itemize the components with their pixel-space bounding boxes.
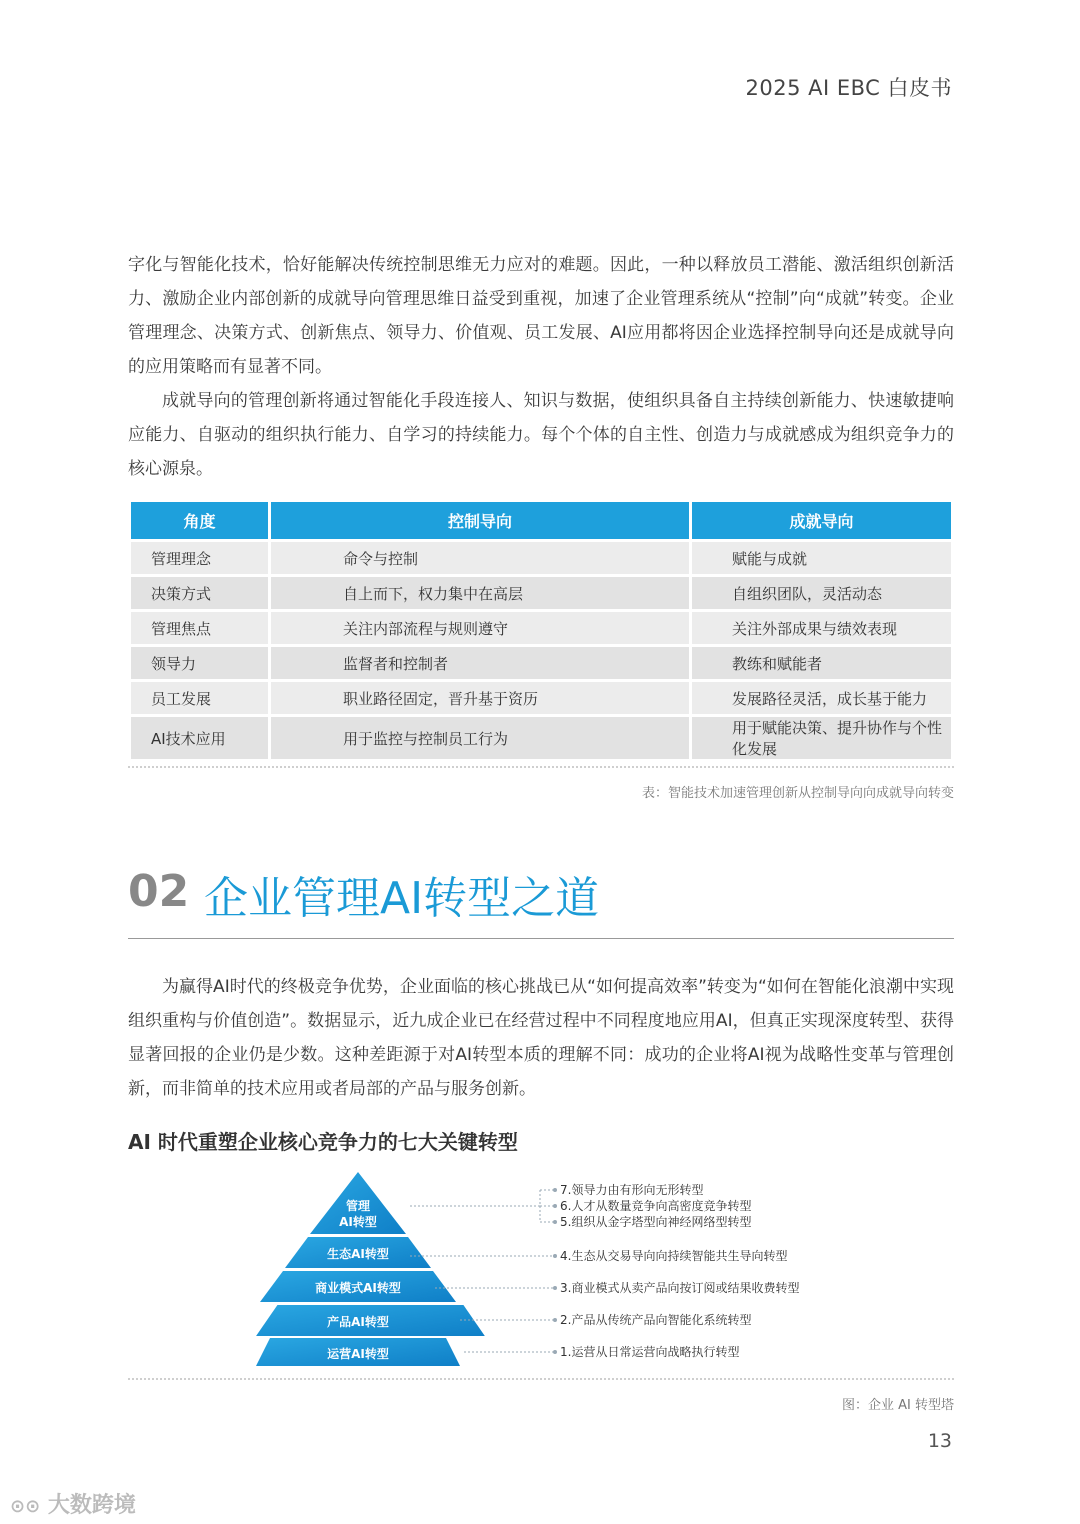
table-cell: 赋能与成就 bbox=[692, 539, 951, 574]
table-row bbox=[131, 539, 951, 574]
table-cell: 领导力 bbox=[131, 644, 268, 679]
transformation-item-7: 7.领导力由有形向无形转型 bbox=[560, 1183, 704, 1197]
table-cell: 教练和赋能者 bbox=[692, 644, 951, 679]
table-cell: 员工发展 bbox=[131, 679, 268, 714]
table-cell: 管理理念 bbox=[131, 539, 268, 574]
table-header-cell: 控制导向 bbox=[271, 502, 689, 539]
table-cell: 用于监控与控制员工行为 bbox=[271, 714, 689, 759]
pyramid-label-management-2: AI转型 bbox=[339, 1215, 377, 1229]
pyramid-label-management-1: 管理 bbox=[345, 1199, 371, 1213]
transformation-item-1: 1.运营从日常运营向战略执行转型 bbox=[560, 1345, 740, 1359]
watermark-logo-icon: ⊙⊙ bbox=[10, 1496, 41, 1517]
pyramid-label-product: 产品AI转型 bbox=[327, 1315, 389, 1329]
pyramid-label-ecosystem: 生态AI转型 bbox=[327, 1247, 389, 1261]
transformation-pyramid bbox=[250, 1168, 830, 1372]
table-cell: 监督者和控制者 bbox=[271, 644, 689, 679]
table-row bbox=[131, 679, 951, 714]
document-header-title: 2025 AI EBC 白皮书 bbox=[745, 76, 952, 100]
section-paragraph: 为赢得AI时代的终极竞争优势，企业面临的核心挑战已从“如何提高效率”转变为“如何在智能化浪潮中实现组织重构与价值创造”。数据显示，近九成企业已在经营过程中不同程度地应用AI，但真正实现深度转型、获得显著回报的企业仍是少数。这种差距源于对AI转型本质的理解不同：成功的企业将AI视为战略性变革与管理创新，而非简单的技术应用或者局部的产品与服务创新。 bbox=[128, 977, 954, 1099]
table-row bbox=[131, 609, 951, 644]
table-cell: 发展路径灵活，成长基于能力 bbox=[692, 679, 951, 714]
table-cell: 用于赋能决策、提升协作与个性化发展 bbox=[692, 714, 951, 759]
figure-divider bbox=[128, 1378, 954, 1380]
page-number: 13 bbox=[927, 1430, 952, 1452]
figure-heading: AI 时代重塑企业核心竞争力的七大关键转型 bbox=[128, 1130, 518, 1154]
body-paragraph-2: 成就导向的管理创新将通过智能化手段连接人、知识与数据，使组织具备自主持续创新能力、快速敏捷响应能力、自驱动的组织执行能力、自学习的持续能力。每个个体的自主性、创造力与成就感成为组织竞争力的核心源泉。 bbox=[128, 391, 954, 479]
table-row bbox=[131, 644, 951, 679]
table-caption: 表：智能技术加速管理创新从控制导向向成就导向转变 bbox=[641, 786, 954, 801]
table-header-cell: 成就导向 bbox=[692, 502, 951, 539]
transformation-item-3: 3.商业模式从卖产品向按订阅或结果收费转型 bbox=[560, 1281, 800, 1295]
table-cell: 职业路径固定，晋升基于资历 bbox=[271, 679, 689, 714]
pyramid-label-operations: 运营AI转型 bbox=[327, 1347, 389, 1361]
transformation-item-2: 2.产品从传统产品向智能化系统转型 bbox=[560, 1313, 752, 1327]
table-cell: AI技术应用 bbox=[131, 714, 268, 759]
table-header-row bbox=[131, 502, 951, 539]
table-cell: 关注内部流程与规则遵守 bbox=[271, 609, 689, 644]
table-cell: 决策方式 bbox=[131, 574, 268, 609]
section-title: 企业管理AI转型之道 bbox=[204, 873, 600, 924]
table-cell: 自组织团队，灵活动态 bbox=[692, 574, 951, 609]
table-cell: 命令与控制 bbox=[271, 539, 689, 574]
comparison-table bbox=[128, 502, 954, 759]
body-paragraph-1: 字化与智能化技术，恰好能解决传统控制思维无力应对的难题。因此，一种以释放员工潜能、激活组织创新活力、激励企业内部创新的成就导向管理思维日益受到重视，加速了企业管理系统从“控制”向“成就”转变。企业管理理念、决策方式、创新焦点、领导力、价值观、员工发展、AI应用都将因企业选择控制导向还是成就导向的应用策略而有显著不同。 bbox=[128, 255, 954, 377]
table-row bbox=[131, 574, 951, 609]
watermark-text: 大数跨境 bbox=[47, 1493, 136, 1518]
section-number: 02 bbox=[128, 866, 190, 917]
table-cell: 关注外部成果与绩效表现 bbox=[692, 609, 951, 644]
section-rule bbox=[128, 938, 954, 939]
table-header-cell: 角度 bbox=[131, 502, 268, 539]
watermark bbox=[10, 1488, 136, 1519]
transformation-item-5: 5.组织从金字塔型向神经网络型转型 bbox=[560, 1215, 752, 1229]
figure-caption: 图：企业 AI 转型塔 bbox=[842, 1398, 954, 1413]
table-divider bbox=[128, 766, 954, 768]
transformation-item-4: 4.生态从交易导向向持续智能共生导向转型 bbox=[560, 1249, 788, 1263]
pyramid-label-business-model: 商业模式AI转型 bbox=[315, 1281, 401, 1295]
transformation-item-6: 6.人才从数量竞争向高密度竞争转型 bbox=[560, 1199, 752, 1213]
table-cell: 自上而下，权力集中在高层 bbox=[271, 574, 689, 609]
table-cell: 管理焦点 bbox=[131, 609, 268, 644]
table-row bbox=[131, 714, 951, 759]
